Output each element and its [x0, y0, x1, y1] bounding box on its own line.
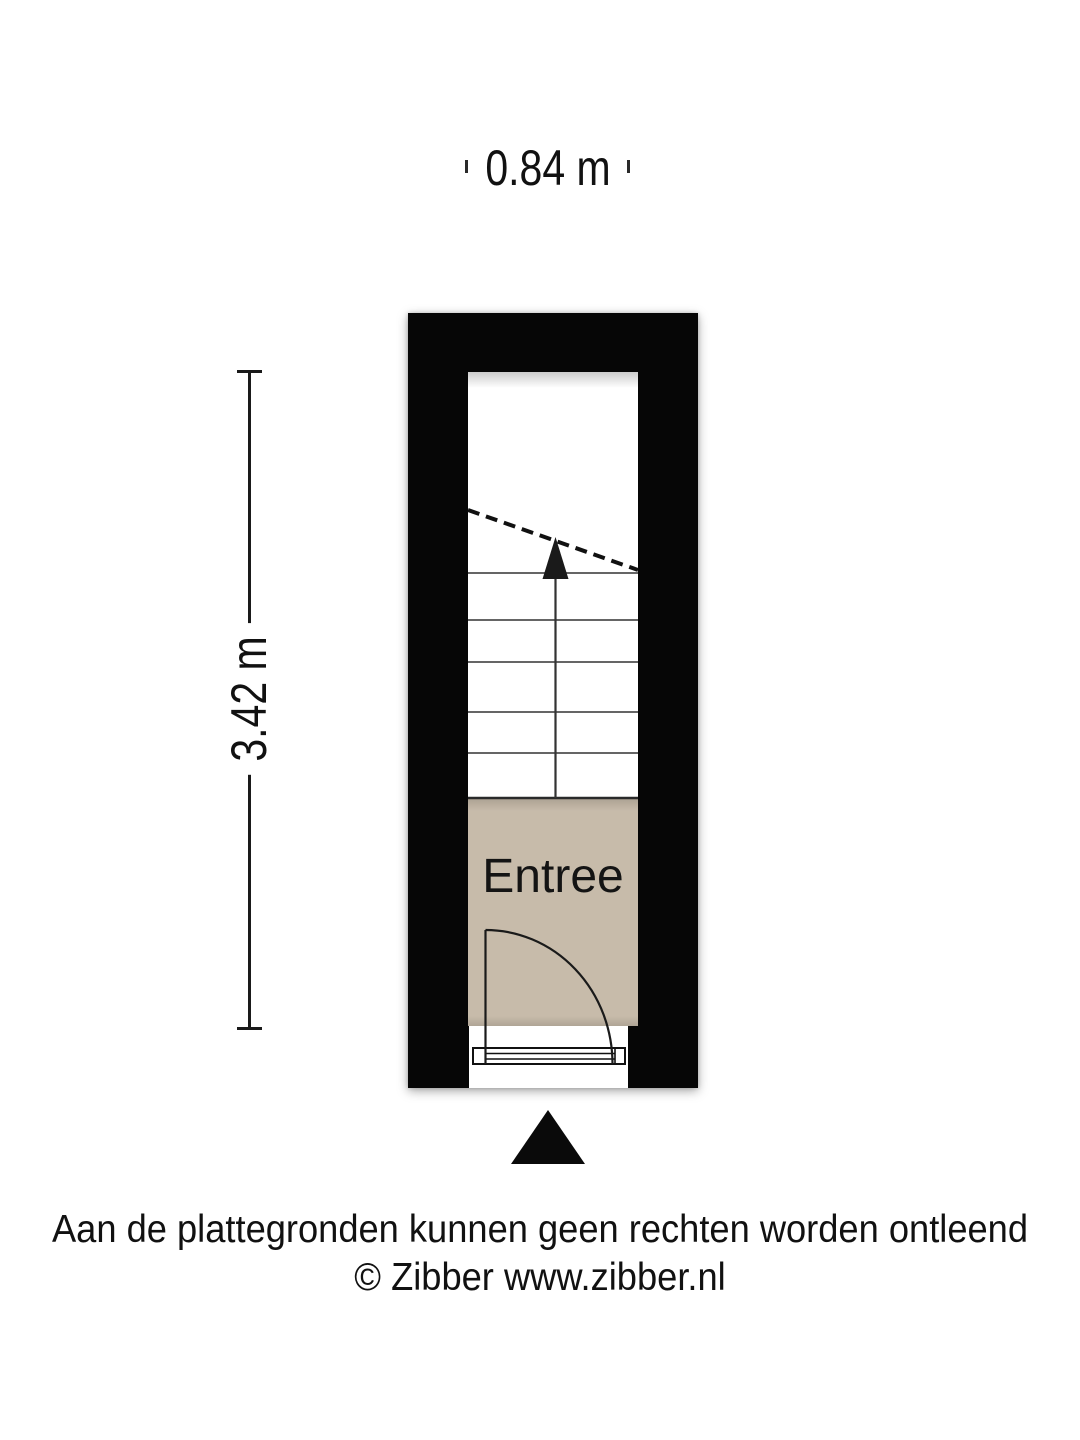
stairwell-top-shadow	[468, 372, 638, 388]
floorplan-drawing	[408, 313, 698, 1088]
height-dimension-cap-top	[237, 370, 262, 373]
width-dimension-label: 0.84 m	[485, 140, 611, 196]
door-threshold	[473, 1048, 625, 1064]
entree-floor-top-shadow	[468, 798, 638, 811]
footer	[38, 1206, 1042, 1302]
copyright-text: © Zibber www.zibber.nl	[354, 1256, 726, 1299]
disclaimer-text: Aan de plattegronden kunnen geen rechten worden ontleend	[51, 1208, 1029, 1251]
entrance-marker-icon	[511, 1110, 585, 1164]
entree-floor-bottom-shadow	[468, 1016, 638, 1026]
entree-floor	[468, 798, 638, 1026]
height-dimension-cap-bottom	[237, 1027, 262, 1030]
floorplan-svg	[408, 313, 698, 1088]
height-dimension-label: 3.42 m	[214, 623, 284, 775]
room-label-entree: Entree	[482, 850, 624, 903]
